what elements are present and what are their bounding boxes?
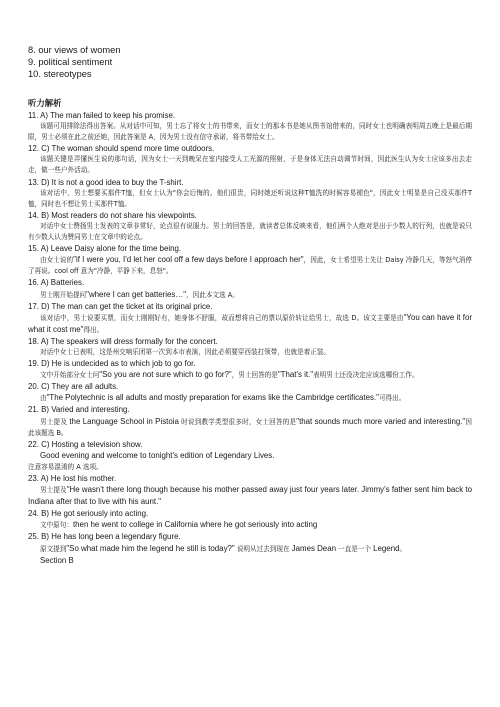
answer-item bbox=[28, 381, 472, 404]
explanation-segment: 时说到教学类型很多时，女士回答的是 bbox=[178, 417, 297, 426]
answer-item bbox=[28, 277, 472, 300]
explanation-text bbox=[28, 416, 472, 439]
explanation-segment: 一直是一个 bbox=[335, 544, 374, 553]
answer-line: 14. B) Most readers do not share his viewpoints. bbox=[28, 210, 197, 220]
explanation-text bbox=[28, 484, 472, 508]
answer-line: 11. A) The man failed to keep his promise. bbox=[28, 111, 176, 120]
explanation-segment: 得出。 bbox=[83, 325, 104, 334]
answer-line: 18. A) The speakers will dress formally for the concert. bbox=[28, 336, 218, 346]
answer-item bbox=[28, 143, 472, 176]
answer-item bbox=[28, 404, 472, 438]
quoted-english: "That's it." bbox=[277, 370, 314, 380]
answer-line: 22. C) Hosting a television show. bbox=[28, 439, 143, 449]
section-b-label: Section B bbox=[40, 555, 74, 565]
answer-line: 20. C) They are all adults. bbox=[28, 382, 119, 392]
explanation-segment: 由 bbox=[40, 394, 47, 403]
answer-item bbox=[28, 358, 472, 381]
answer-item bbox=[28, 439, 472, 473]
explanation-segment: ，因此，女士希望男士先让 Daisy 冷静几天，等怒气消停了再说。cool off 意为"冷静，平静下来，息怒"。 bbox=[28, 256, 473, 276]
answer-item bbox=[28, 301, 472, 336]
list-item: 9. political sentiment bbox=[28, 57, 113, 67]
quoted-english: "So you are not sure which to go for?" bbox=[99, 370, 232, 380]
answer-item bbox=[28, 531, 472, 554]
explanation-text: 对话中女士已表明，这是州交响乐团第一次到本市表演，因此必须要穿西装打领带，也就是着正装。 bbox=[40, 347, 331, 356]
explanation-segment: 男士提及 bbox=[40, 417, 70, 426]
explanation-text bbox=[28, 543, 472, 555]
explanation-text bbox=[28, 519, 472, 531]
explanation-segment: 文中原句： bbox=[40, 521, 73, 530]
explanation-segment: 注意容易混淆的 A 选项。 bbox=[28, 462, 103, 471]
explanation-text bbox=[28, 289, 472, 301]
explanation-text bbox=[28, 450, 472, 473]
quoted-english: then he went to college in California where he got seriously into acting bbox=[72, 520, 318, 530]
quoted-english: James Dean bbox=[291, 543, 336, 553]
quoted-english: "where I can get batteries…" bbox=[86, 289, 187, 299]
quoted-english: "So what made him the legend he still is today?" bbox=[66, 543, 235, 553]
explanation-segment: 因此该题选 B。 bbox=[28, 417, 472, 437]
quoted-english: "He wasn't there long though because his mother passed away just four years later. Jimmy's father sent him back to Indiana after that to live with his aunt." bbox=[28, 485, 472, 507]
quoted-english: Legend bbox=[373, 543, 400, 553]
list-item: 10. stereotypes bbox=[28, 69, 92, 79]
answer-line: 23. A) He lost his mother. bbox=[28, 474, 117, 483]
answer-item bbox=[28, 177, 472, 210]
answer-line: 16. A) Batteries. bbox=[28, 278, 85, 288]
explanation-segment: 说明从过去到现在 bbox=[234, 544, 292, 553]
explanation-text bbox=[28, 312, 472, 336]
answer-line: 15. A) Leave Daisy alone for the time being. bbox=[28, 244, 182, 254]
explanation-text bbox=[28, 254, 472, 277]
explanation-segment: 。 bbox=[399, 544, 407, 553]
explanation-segment: ，男士回答的是 bbox=[231, 371, 278, 380]
explanation-text bbox=[28, 392, 472, 404]
quoted-english: Good evening and welcome to tonight's edition of Legendary Lives. bbox=[40, 450, 275, 460]
list-item: 8. our views of women bbox=[28, 45, 121, 55]
quoted-english: the Language School in Pistoia bbox=[69, 416, 179, 426]
section-heading: 听力解析 bbox=[28, 98, 62, 108]
explanation-segment: 该对话中，男士说要买票，而女士刚刚好有，她身体不舒服，故而想将自己的票以原价转让给男士，故选 D。该文主要是由 bbox=[40, 313, 404, 322]
quoted-english: "You can have it for what it cost me" bbox=[28, 312, 473, 334]
answer-line: 13. D) It is not a good idea to buy the T-shirt. bbox=[28, 177, 184, 187]
explanation-segment: ，因此本文选 A。 bbox=[186, 290, 239, 299]
answer-explanations bbox=[28, 110, 472, 555]
explanation-text: 该题关键是弄懂医生说的那句话，因为女士一天到晚呆在室内接受人工光源的照射，于是身体无法自动调节时间，因此医生认为女士应该多出去走走，做一些户外活动。 bbox=[28, 155, 472, 175]
answer-line: 25. B) He has long been a legendary figure. bbox=[28, 532, 181, 542]
answer-line: 24. B) He got seriously into acting. bbox=[28, 509, 149, 519]
explanation-text: 该题可用排除法得出答案。从对话中可知，男士忘了将女士的书带来，而女士的那本书是她从图书馆借来的，同时女士也明确表明周五晚上是最后期限，男士必须在此之前还她，因此答案是 A，因为男士没有信守承诺，将书带给女士。 bbox=[28, 122, 472, 142]
explanation-text bbox=[28, 369, 472, 381]
answer-item bbox=[28, 473, 472, 508]
quoted-english: "that sounds much more varied and interesting." bbox=[296, 416, 466, 426]
explanation-text: 该对话中，男士想要买那件T恤，但女士认为"你会后悔的。他们很贵，同时她还听说这种T恤洗的时候容易褪色"，因此女士明显是自己没买那件T恤，同时也不想让男士买那件T恤。 bbox=[28, 188, 472, 208]
explanation-text: 对话中女士赞扬男士发表的文章非常好，论点很有说服力。男士的回答是，就读者总体反映来看，他们两个人绝对是出于少数人的行列，也就是说只有少数人认为赞同男士在文章中的论点。 bbox=[28, 221, 472, 242]
answer-item bbox=[28, 336, 472, 358]
explanation-segment: 男士提及 bbox=[40, 486, 67, 495]
answer-line: 21. B) Varied and interesting. bbox=[28, 405, 130, 415]
answer-item bbox=[28, 243, 472, 277]
answer-item bbox=[28, 110, 472, 143]
answer-line: 17. D) The man can get the ticket at its original price. bbox=[28, 301, 213, 311]
explanation-segment: 男士刚开始提问 bbox=[40, 290, 87, 299]
explanation-segment: 文中开始部分女士问 bbox=[40, 371, 100, 380]
quoted-english: "The Polytechnic is all adults and mostly preparation for exams like the Cambridge certificates." bbox=[46, 393, 379, 403]
explanation-segment: 表明男士还没决定应该选哪份工作。 bbox=[313, 371, 419, 380]
explanation-segment: 原文提到 bbox=[40, 544, 67, 553]
answer-item bbox=[28, 508, 472, 531]
answer-line: 19. D) He is undecided as to which job to go for. bbox=[28, 359, 196, 369]
explanation-segment: 由女士说的 bbox=[40, 256, 74, 265]
answer-list-top bbox=[28, 44, 472, 80]
explanation-segment: 可得出。 bbox=[378, 394, 406, 403]
answer-item bbox=[28, 210, 472, 243]
quoted-english: "if I were you, I'd let her cool off a few days before I approach her" bbox=[73, 255, 304, 265]
answer-line: 12. C) The woman should spend more time outdoors. bbox=[28, 144, 215, 154]
